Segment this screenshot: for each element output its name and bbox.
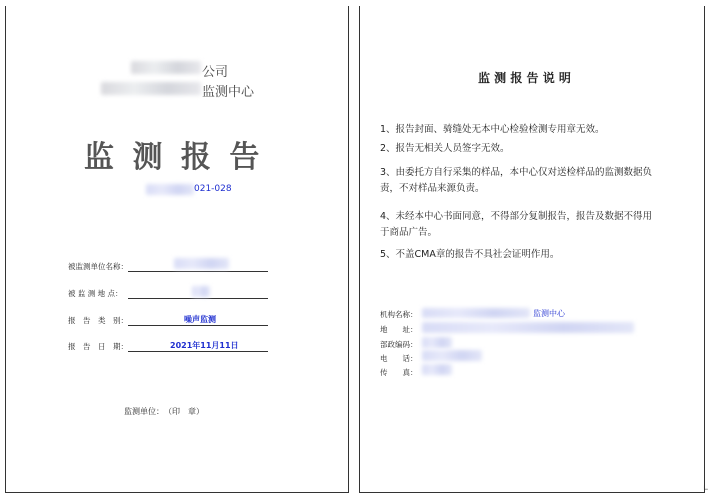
note-item: 5、不盖CMA章的报告不具社会证明作用。: [380, 249, 560, 260]
field-underline: [128, 325, 268, 326]
notes-title: 监 测 报 告 说 明: [478, 71, 571, 85]
redacted-report-number: [146, 184, 194, 195]
redacted-location-value: [192, 286, 210, 297]
org-value-name: 监测中心: [533, 309, 565, 318]
note-item: 4、未经本中心书面同意，不得部分复制报告，报告及数据不得用: [380, 211, 653, 222]
org-label-fax: 传 真：: [380, 368, 418, 377]
field-value-date: 2021年11月11日: [170, 341, 239, 350]
center-suffix: 监测中心: [202, 85, 255, 100]
report-number: 021-028: [194, 184, 232, 194]
redacted-org-fax: [422, 364, 452, 375]
notes-page: [359, 6, 705, 493]
field-value-category: 噪声监测: [184, 315, 216, 324]
field-underline: [128, 298, 268, 299]
field-label-location: 被 监 测 地 点：: [68, 289, 123, 298]
note-item: 1、报告封面、骑缝处无本中心检验检测专用章无效。: [380, 124, 605, 135]
field-label-category: 报 告 类 别：: [68, 316, 128, 325]
org-label-phone: 电 话：: [380, 354, 418, 363]
note-item: 于商品广告。: [380, 227, 438, 238]
cover-page: [5, 6, 349, 493]
cover-footer: 监测单位： （印 章）: [124, 407, 204, 416]
note-item: 2、报告无相关人员签字无效。: [380, 143, 510, 154]
company-suffix: 公司: [202, 65, 229, 80]
redacted-org-name: [422, 308, 530, 318]
redacted-org-address: [422, 322, 634, 333]
field-underline: [128, 351, 268, 352]
note-item: 责，不对样品来源负责。: [380, 183, 485, 194]
redacted-org-phone: [422, 350, 482, 361]
corner-mark: ∟: [703, 484, 709, 492]
redacted-company-name: [131, 61, 201, 74]
report-title: 监 测 报 告: [84, 140, 264, 175]
org-label-address: 地 址：: [380, 325, 418, 334]
redacted-center-name: [101, 82, 201, 95]
redacted-unit-value: [174, 258, 229, 269]
org-label-postcode: 部政编码：: [380, 340, 418, 349]
redacted-org-postcode: [422, 337, 452, 348]
note-item: 3、由委托方自行采集的样品，本中心仅对送检样品的监测数据负: [380, 167, 653, 178]
field-underline: [128, 271, 268, 272]
field-label-date: 报 告 日 期：: [68, 342, 128, 351]
org-label-name: 机构名称：: [380, 310, 418, 319]
field-label-unit: 被监测单位名称：: [68, 262, 128, 271]
